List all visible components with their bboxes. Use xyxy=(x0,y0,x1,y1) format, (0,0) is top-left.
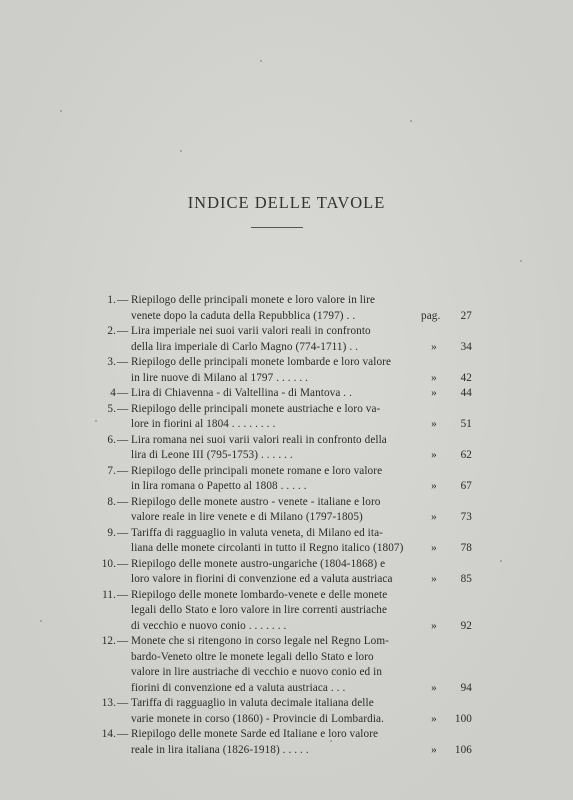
toc-ditto-mark: » xyxy=(431,712,437,725)
toc-entry-text-line: Riepilogo delle monete Sarde ed Italiane e loro valore xyxy=(131,728,379,740)
toc-entry-text-line: liana delle monete circolanti in tutto il Regno italico (1807) xyxy=(131,542,404,554)
page-title: INDICE DELLE TAVOLE xyxy=(187,193,386,212)
toc-entry-number: 5. xyxy=(107,402,116,415)
toc-entry-text-line: venete dopo la caduta della Repubblica (1797) . . xyxy=(131,309,356,322)
toc-entry-number: 4 xyxy=(110,387,116,399)
toc-entry-text-line: bardo-Veneto oltre le monete legali dello Stato e loro xyxy=(131,650,374,663)
toc-entry-text-line: in lire nuove di Milano al 1797 . . . . . . xyxy=(131,371,309,384)
toc-entry-dash: — xyxy=(117,588,129,601)
toc-entry-text-line: legali dello Stato e loro valore in lire correnti austriache xyxy=(131,604,388,616)
toc-entry-dash: — xyxy=(117,464,129,477)
toc-entry-text-line: fiorini di convenzione ed a valuta austriaca . . . xyxy=(131,681,346,694)
toc-entry-number: 9. xyxy=(107,526,116,539)
toc-entry-text-line: Lira romana nei suoi varii valori reali in confronto della xyxy=(131,433,387,446)
toc-entry-text-line: Lira di Chiavenna - di Valtellina - di Mantova . . xyxy=(131,387,353,399)
toc-entry-page-number: 51 xyxy=(460,418,472,430)
toc-ditto-mark: » xyxy=(431,449,437,461)
toc-ditto-mark: » xyxy=(431,387,437,399)
toc-entry-text-line: Riepilogo delle principali monete romane e loro valore xyxy=(131,464,383,477)
toc-entry xyxy=(0,386,573,402)
toc-entry-text-line: Riepilogo delle principali monete austriache e loro va- xyxy=(131,402,381,415)
toc-entry-page-number: 94 xyxy=(460,681,472,694)
toc-entry xyxy=(0,696,573,727)
toc-ditto-mark: » xyxy=(431,542,437,554)
toc-entry-dash: — xyxy=(117,387,129,399)
toc-entry-dash: — xyxy=(117,728,129,740)
toc-entry-page-number: 78 xyxy=(460,542,472,554)
toc-entry-page-number: 85 xyxy=(460,573,472,585)
toc-ditto-mark: » xyxy=(431,573,437,585)
toc-entry-dash: — xyxy=(117,294,129,306)
toc-entry-text-line: lore in fiorini al 1804 . . . . . . . . xyxy=(131,418,276,430)
toc-ditto-mark: » xyxy=(431,418,437,430)
toc-entry xyxy=(0,495,573,526)
toc-entry-text-line: Tariffa di ragguaglio in valuta veneta, di Milano ed ita- xyxy=(131,526,383,539)
toc-entry-page-number: 100 xyxy=(454,712,472,725)
toc-entry-page-number: 106 xyxy=(454,743,472,756)
toc-ditto-mark: » xyxy=(431,480,437,492)
toc-entry-number: 2. xyxy=(107,325,116,337)
toc-entry-text-line: Riepilogo delle principali monete lombarde e loro valore xyxy=(131,356,392,368)
toc-entry-page-number: 73 xyxy=(460,511,472,523)
toc-entry-text-line: Tariffa di ragguaglio in valuta decimale italiana delle xyxy=(131,697,374,709)
toc-entry-text-line: della lira imperiale di Carlo Magno (774-1711) . . xyxy=(131,340,359,353)
toc-ditto-mark: » xyxy=(431,619,437,632)
toc-entry xyxy=(0,433,573,464)
toc-entry-text-line: reale in lira italiana (1826-1918) . . . . . xyxy=(131,743,309,756)
toc-entry xyxy=(0,464,573,495)
toc-page-word: pag. xyxy=(421,309,441,322)
toc-entry-number: 12. xyxy=(101,635,116,647)
toc-entry-page-number: 92 xyxy=(460,619,472,632)
toc-entry-dash: — xyxy=(117,635,129,647)
toc-entry-number: 8. xyxy=(107,495,116,508)
toc-entry-number: 7. xyxy=(107,464,116,477)
toc-entry xyxy=(0,557,573,588)
toc-ditto-mark: » xyxy=(431,371,437,384)
toc-ditto-mark: » xyxy=(431,743,437,756)
toc-entry-page-number: 67 xyxy=(460,480,472,492)
toc-entry-number: 6. xyxy=(107,433,116,446)
toc-entry-page-number: 27 xyxy=(460,309,472,322)
toc-entry-number: 13. xyxy=(101,697,116,709)
toc-entry-page-number: 34 xyxy=(460,340,472,353)
toc-entry-text-line: loro valore in fiorini di convenzione ed a valuta austriaca xyxy=(131,573,393,585)
toc-entry-text-line: in lira romana o Papetto al 1808 . . . . . xyxy=(131,480,307,492)
toc-entry xyxy=(0,355,573,386)
toc-entry-number: 3. xyxy=(107,356,116,368)
toc-entry-dash: — xyxy=(117,697,129,709)
toc-entry-number: 10. xyxy=(101,557,116,570)
toc-entry-number: 14. xyxy=(101,728,116,740)
toc-entry-dash: — xyxy=(117,402,129,415)
toc-entry-page-number: 62 xyxy=(460,449,472,461)
toc-entry-text-line: Riepilogo delle monete lombardo-venete e delle monete xyxy=(131,588,388,601)
toc-ditto-mark: » xyxy=(431,340,437,353)
toc-entry xyxy=(0,526,573,557)
toc-entry-text-line: Lira imperiale nei suoi varii valori reali in confronto xyxy=(131,325,371,337)
toc-entry-dash: — xyxy=(117,557,129,570)
toc-entry-text-line: di vecchio e nuovo conio . . . . . . . xyxy=(131,619,287,632)
toc-entry-text-line: lira di Leone III (795-1753) . . . . . . xyxy=(131,449,293,461)
toc-entry xyxy=(0,727,573,758)
toc-entry-page-number: 44 xyxy=(460,387,472,399)
toc-entry xyxy=(0,324,573,355)
toc-entry xyxy=(0,588,573,635)
toc-entry-number: 1. xyxy=(107,294,116,306)
toc-ditto-mark: » xyxy=(431,681,437,694)
toc-ditto-mark: » xyxy=(431,511,437,523)
toc-entry-text-line: varie monete in corso (1860) - Provincie di Lombardia. xyxy=(131,712,385,725)
toc-entry-text-line: valore in lire austriache di vecchio e nuovo conio ed in xyxy=(131,666,383,678)
toc-entry-text-line: valore reale in lire venete e di Milano (1797-1805) xyxy=(131,511,363,523)
toc-entry-text-line: Riepilogo delle monete austro-ungariche (1804-1868) e xyxy=(131,557,386,570)
toc-entry-dash: — xyxy=(117,526,129,539)
toc-entry-dash: — xyxy=(117,325,129,337)
toc-entry xyxy=(0,293,573,324)
toc-entry-dash: — xyxy=(117,495,129,508)
toc-entry xyxy=(0,634,573,696)
toc-entry-dash: — xyxy=(117,433,129,446)
toc-entry-page-number: 42 xyxy=(460,371,472,384)
title-underline xyxy=(251,227,303,228)
toc-entry-text-line: Riepilogo delle principali monete e loro valore in lire xyxy=(131,294,376,306)
toc-entry-number: 11. xyxy=(102,588,116,601)
toc-entry-dash: — xyxy=(117,356,129,368)
toc-entry xyxy=(0,402,573,433)
toc-entry-text-line: Monete che si ritengono in corso legale nel Regno Lom- xyxy=(131,635,389,647)
toc-entry-text-line: Riepilogo delle monete austro - venete - italiane e loro xyxy=(131,495,381,508)
